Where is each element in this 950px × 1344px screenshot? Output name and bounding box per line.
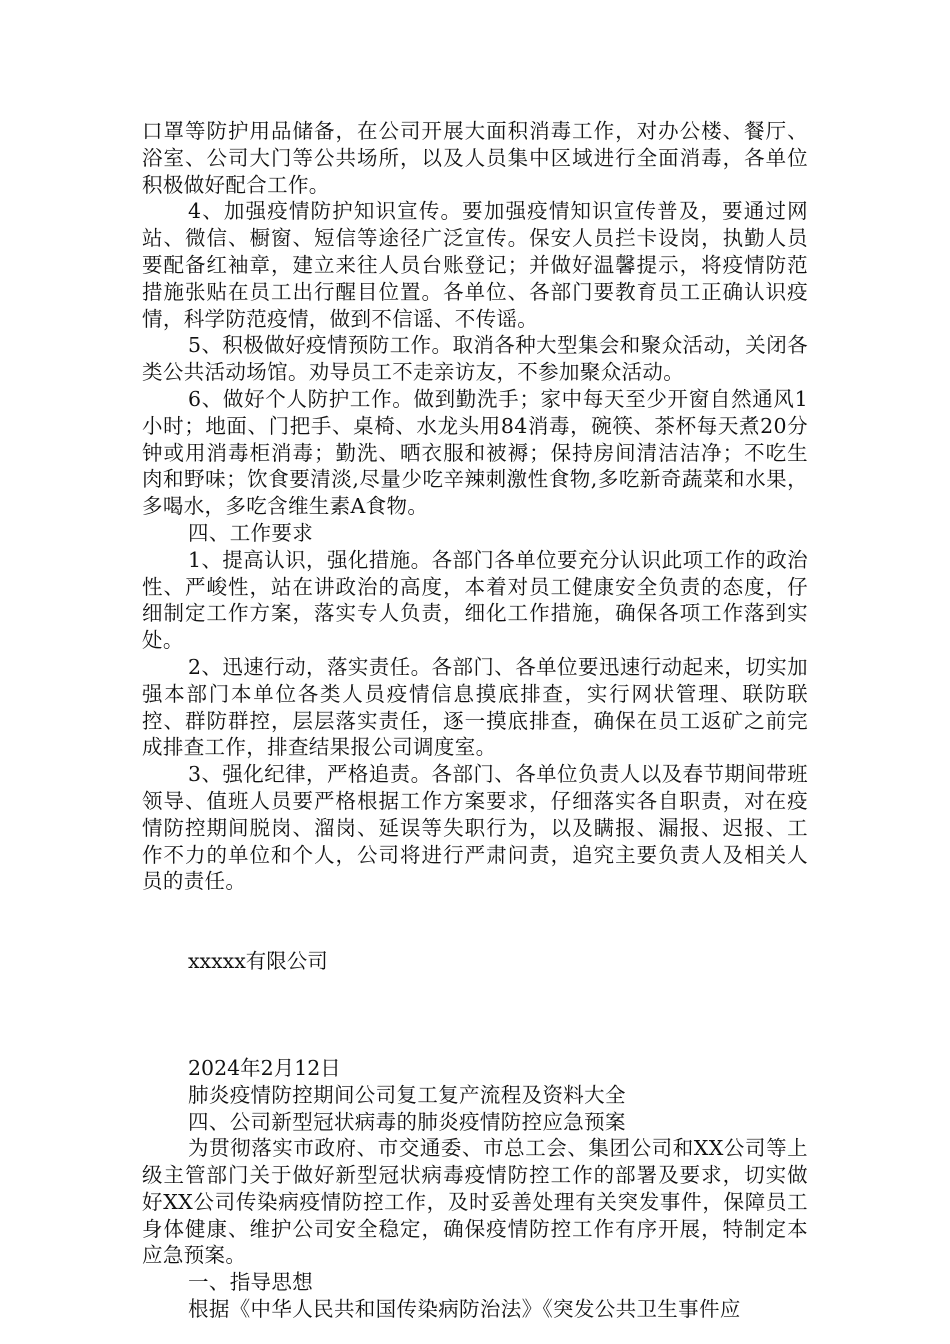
document-body-bottom: [142, 1082, 808, 1323]
paragraph: 4、加强疫情防护知识宣传。要加强疫情知识宣传普及，要通过网站、微信、橱窗、短信等途径广泛宣传。保安人员拦卡设岗，执勤人员要配备红袖章，建立来往人员台账登记；并做好温馨提示，将疫情防范措施张贴在员工出行醒目位置。各单位、各部门要教育员工正确认识疫情，科学防范疫情，做到不信谣、不传谣。: [142, 199, 808, 331]
paragraph: 口罩等防护用品储备，在公司开展大面积消毒工作，对办公楼、餐厅、浴室、公司大门等公共场所，以及人员集中区域进行全面消毒，各单位积极做好配合工作。: [142, 119, 808, 197]
company-signature: xxxxx有限公司: [188, 949, 328, 974]
paragraph: 6、做好个人防护工作。做到勤洗手；家中每天至少开窗自然通风1小时；地面、门把手、桌椅、水龙头用84消毒，碗筷、茶杯每天煮20分钟或用消毒柜消毒；勤洗、晒衣服和被褥；保持房间清洁洁净；不吃生肉和野味；饮食要清淡,尽量少吃辛辣刺激性食物,多吃新奇蔬菜和水果，多喝水，多吃含维生素A食物。: [142, 386, 808, 519]
paragraph: 2、迅速行动，落实责任。各部门、各单位要迅速行动起来，切实加强本部门本单位各类人员疫情信息摸底排查，实行网状管理、联防联控、群防群控，层层落实责任，逐一摸底排查，确保在员工返矿之前完成排查工作，排查结果报公司调度室。: [142, 654, 808, 760]
document-page: [142, 118, 808, 1323]
spacer: [142, 975, 808, 1055]
paragraph: 肺炎疫情防控期间公司复工复产流程及资料大全: [188, 1082, 626, 1107]
paragraph: 1、提高认识，强化措施。各部门各单位要充分认识此项工作的政治性、严峻性，站在讲政治的高度，本着对员工健康安全负责的态度，仔细制定工作方案，落实专人负责，细化工作措施，确保各项工作落到实处。: [142, 547, 808, 653]
spacer: [142, 895, 808, 948]
document-body-top: [142, 118, 808, 895]
paragraph: 5、积极做好疫情预防工作。取消各种大型集会和聚众活动，关闭各类公共活动场馆。劝导员工不走亲访友，不参加聚众活动。: [142, 333, 808, 385]
paragraph: 四、公司新型冠状病毒的肺炎疫情防控应急预案: [188, 1109, 626, 1134]
paragraph: 一、指导思想: [188, 1270, 314, 1295]
paragraph: 四、工作要求: [188, 520, 314, 545]
paragraph: 为贯彻落实市政府、市交通委、市总工会、集团公司和XX公司等上级主管部门关于做好新型冠状病毒疫情防控工作的部署及要求，切实做好XX公司传染病疫情防控工作，及时妥善处理有关突发事件，保障员工身体健康、维护公司安全稳定，确保疫情防控工作有序开展，特制定本应急预案。: [142, 1136, 808, 1268]
signature-date: 2024年2月12日: [188, 1055, 341, 1080]
paragraph: 根据《中华人民共和国传染病防治法》《突发公共卫生事件应: [188, 1297, 741, 1322]
paragraph: 3、强化纪律，严格追责。各部门、各单位负责人以及春节期间带班领导、值班人员要严格根据工作方案要求，仔细落实各自职责，对在疫情防控期间脱岗、溜岗、延误等失职行为，以及瞒报、漏报、迟报、工作不力的单位和个人，公司将进行严肃问责，追究主要负责人及相关人员的责任。: [142, 762, 808, 894]
